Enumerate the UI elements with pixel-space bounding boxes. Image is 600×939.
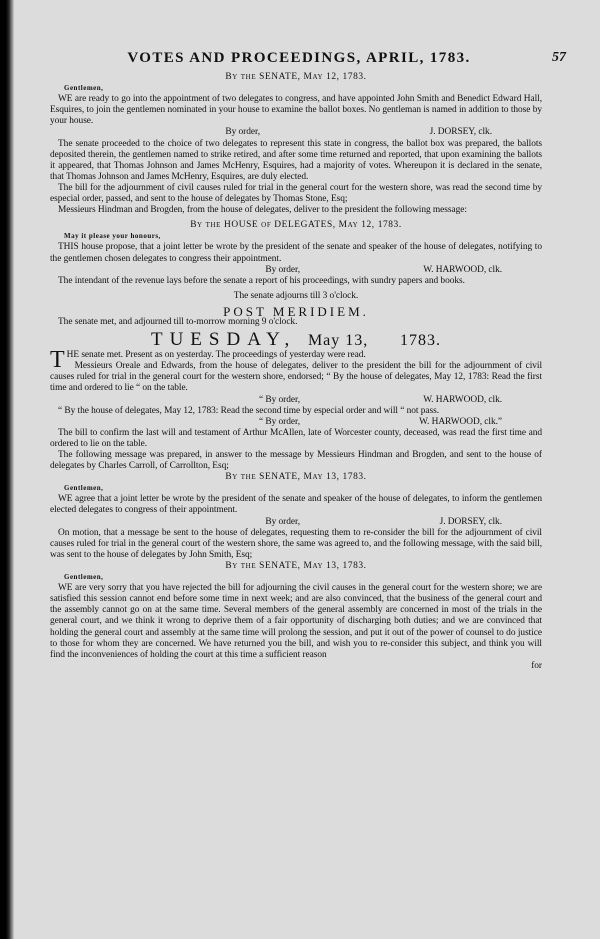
signature-line	[50, 417, 542, 428]
signature-by-order: “ By order,	[259, 394, 300, 405]
post-meridiem-heading: POST MERIDIEM.	[223, 303, 369, 319]
first-line: HE senate met. Present as on yesterday. The proceedings of yesterday were read.	[66, 350, 366, 361]
message-body: WE agree that a joint letter be wrote by the president of the senate and speaker of the house of delegates, to inform the gentlemen elected delegates to congress of their appointment.	[50, 494, 542, 516]
paragraph: The intendant of the revenue lays before the senate a report of his proceedings, with sundry papers and books.	[58, 275, 465, 286]
paragraph: The senate met, and adjourned till to-morrow morning 9 o'clock.	[58, 316, 298, 327]
paragraph: “ By the house of delegates, May 12, 1783: Read the second time by especial order and will “ not pass.	[58, 405, 439, 416]
signature-clerk: W. HARWOOD, clk.	[423, 264, 502, 275]
salutation: Gentlemen,	[64, 84, 104, 93]
page-body	[50, 72, 542, 672]
paragraph: On motion, that a message be sent to the house of delegates, requesting them to re-consider the bill for the adjournment of civil causes ruled for trial in the general court of the western shore, the same was agreed to, and the following message, with the said bill, was sent to the house of delegates by John Smith, Esq;	[50, 527, 542, 560]
catchword: for	[531, 660, 542, 671]
running-title: VOTES AND PROCEEDINGS, APRIL, 1783.	[127, 50, 471, 66]
section-heading: By the SENATE, May 12, 1783.	[225, 72, 367, 82]
paragraph	[50, 347, 542, 374]
day-heading	[50, 329, 542, 351]
message-body: WE are ready to go into the appointment of two delegates to congress, and have appointed John Smith and Benedict Edward Hall, Esquires, to join the gentlemen nominated in your house to examine the ballot boxes. No gentleman is named in addition to those by your house.	[50, 94, 542, 127]
section-heading: By the SENATE, May 13, 1783.	[225, 560, 367, 571]
paragraph: The bill to confirm the last will and testament of Arthur McAllen, late of Worcester county, deceased, was read the first time and ordered to lie on the table.	[50, 427, 542, 449]
signature-clerk: W. HARWOOD, clk.	[423, 394, 502, 405]
signature-by-order: “ By order,	[259, 416, 300, 427]
salutation: Gentlemen,	[64, 573, 104, 582]
paragraph: The bill for the adjournment of civil causes ruled for trial in the general court for the western shore, was read the second time by especial order, passed, and sent to the house of delegates by Thomas Stone, Esq;	[50, 182, 542, 205]
signature-by-order: By order,	[265, 264, 300, 275]
drop-cap: T	[50, 347, 65, 374]
page-number: 57	[552, 50, 566, 65]
paragraph: Messieurs Oreale and Edwards, from the house of delegates, deliver to the president the bill for the adjournment of civil causes ruled for trial in the general court for the western shore, endorsed; “ By the house of delegates, May 12, 1783: Read the first time and ordered to lie “ on the table.	[50, 361, 542, 394]
day-year: 1783.	[400, 332, 442, 350]
section-heading: By the HOUSE of DELEGATES, May 12, 1783.	[190, 220, 402, 231]
day-name: TUESDAY,	[150, 329, 297, 351]
signature-by-order: By order,	[225, 127, 260, 138]
paragraph: Messieurs Hindman and Brogden, from the house of delegates, deliver to the president the following message:	[58, 205, 467, 216]
section-heading: By the SENATE, May 13, 1783.	[225, 472, 367, 483]
salutation: May it please your honours,	[64, 232, 161, 241]
message-body: WE are very sorry that you have rejected the bill for adjourning the civil causes in the general court for the western shore; we are satisfied this session cannot end before some time in next week; and are also convinced, that the business of the general court and the assembly cannot go on at the same time. Several members of the general assembly are concerned in most of the trials in the general court, and we think it wrong to deprive them of a fair opportunity of discharging both duties; and we are convinced that holding the general court and assembly at the same time will prolong the session, and put it out of the power of counsel to do justice to those for whom they are concerned. We have returned you the bill, and wish you to re-consider this subject, and think you will find the inconveniences of holding the court at this time a sufficient reason	[50, 583, 542, 660]
binding-edge	[0, 0, 14, 939]
paragraph: The following message was prepared, in answer to the message by Messieurs Hindman and Brogden, and sent to the house of delegates by Charles Carroll, of Carrollton, Esq;	[50, 450, 542, 472]
signature-line	[50, 265, 542, 276]
message-body: THIS house propose, that a joint letter be wrote by the president of the senate and speaker of the house of delegates, notifying to the gentlemen chosen delegates to congress their appointment.	[50, 242, 542, 264]
signature-by-order: By order,	[265, 516, 300, 527]
signature-line	[50, 127, 542, 138]
signature-line	[50, 395, 542, 406]
adjournment-note: The senate adjourns till 3 o'clock.	[233, 290, 359, 301]
salutation: Gentlemen,	[64, 484, 104, 493]
signature-clerk: J. DORSEY, clk.	[429, 127, 492, 138]
signature-clerk: J. DORSEY, clk.	[439, 516, 502, 527]
signature-line	[50, 517, 542, 528]
day-date: May 13,	[307, 332, 369, 350]
paragraph: The senate proceeded to the choice of two delegates to represent this state in congress, the ballot box was prepared, the ballots deposited therein, the gentlemen named to strike retired, and after some time returned and reported, that upon examining the ballots it appeared, that Thomas Johnson and James McHenry, Esquires, had a majority of votes. Whereupon it is declared in the senate, that Thomas Johnson and James McHenry, Esquires, are duly elected.	[50, 138, 542, 182]
signature-clerk: W. HARWOOD, clk.”	[419, 416, 502, 427]
